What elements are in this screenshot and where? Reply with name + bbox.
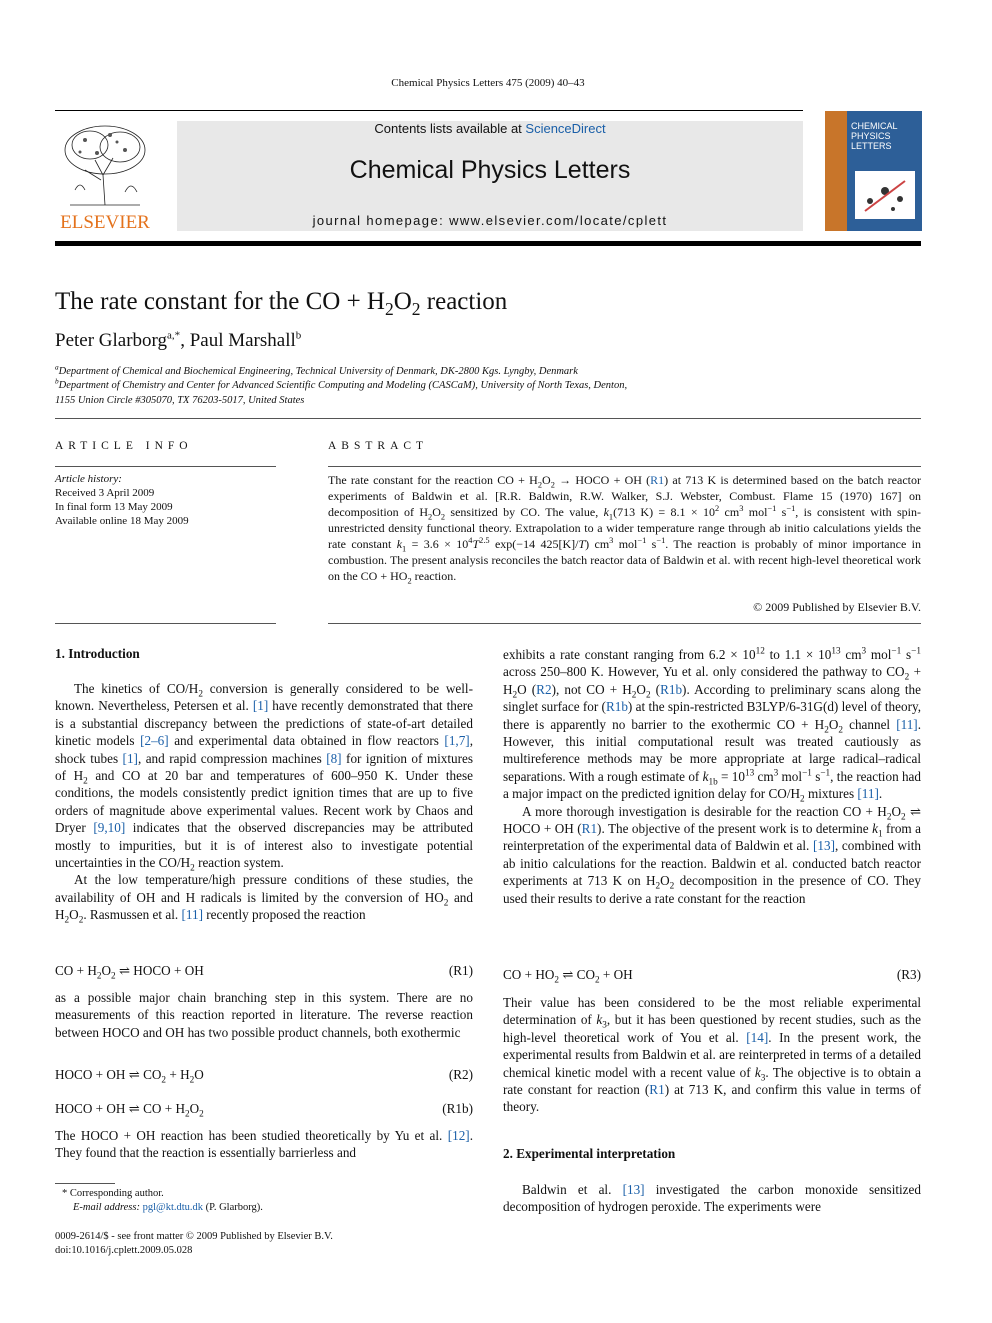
abstract-text: The rate constant for the reaction CO + $H_2O_2$ → HOCO + OH (R1) at 713 K is determined based on the batch reactor experiments of Baldwin et al. [R.R. Baldwin, R.W. Walker, S.J. Webster, Combust. Flame 15 (1970) 167] on decomposition of $H_2O_2$ sensitized by CO. The value, $k_1(713$ $K) = 8.1 \times 10^2$ $cm^3$ mol$^{-1}$ $s^{-1}$, is consistent with spin-unrestricted density functional theory. Extrapolation to a wider temperature range through ab initio calculations yields the rate constant $k_1 = 3.6 \times 10^4T^{2.5}$ exp(−14 425[K]/T) $cm^3$ mol$^{-1}$ $s^{-1}$. The reaction is probably of minor importance in combustion. The present analysis reconciles the batch reactor data of Baldwin et al. with recent high-level theoretical work on the CO + $HO_2$ reaction. [328,473,921,586]
intro-body-2: as a possible major chain branching step in this system. There are no measurements of this reaction reported in literature. The reverse reaction between HOCO and OH has two possible product channels, both exothermic [55,990,473,1040]
equation-r2: HOCO + OH ⇌ $CO_2 + H_2O$ (R2) [55,1067,473,1085]
footer-doi[interactable]: doi:10.1016/j.cplett.2009.05.028 [55,1245,193,1256]
equation-r1b: HOCO + OH ⇌ CO + $H_2O_2$ (R1b) [55,1101,473,1119]
article-history: Article history: Received 3 April 2009 In final form 13 May 2009 Available online 18 May 2009 [55,473,189,527]
affiliation-rule [55,418,921,419]
footer [55,1230,333,1258]
abstract-copyright: © 2009 Published by Elsevier B.V. [753,600,921,614]
header-thick-rule [55,241,921,246]
abstract-label: ABSTRACT [328,440,429,452]
affiliation-b: $^b$Department of Chemistry and Center for Advanced Scientific Computing and Modeling (CASCaM), University of North Texas, Denton, 1155 Union Circle #305070, TX 76203-5017, United States [55,376,628,406]
equation-r3: CO + $HO_2$ ⇌ $CO_2$ + OH (R3) [503,967,921,985]
section-heading-experimental: 2. Experimental interpretation [503,1146,676,1161]
journal-name: Chemical Physics Letters [349,156,631,184]
contents-prefix: Contents lists available at [374,121,526,136]
author-glarborg[interactable]: Peter Glarborg [55,330,168,351]
experimental-body: Baldwin et al. [13] investigated the carbon monoxide sensitized decomposition of hydrogen peroxide. The experiments were [503,1182,921,1215]
intro-body-right-2: Their value has been considered to be the most reliable experimental determination of $k_3$, but it has been questioned by recent studies, such as the high-level theoretical work of You et al. [14]. In the present work, the experimental results from Baldwin et al. are reinterpreted in terms of a detailed chemical kinetic model with a recent value of $k_3$. The objective is to obtain a rate constant for reaction (R1) at 713 K, and confirm this value in terms of theory. [503,995,921,1115]
abstract-rule [328,466,921,467]
article-title: The rate constant for the CO + $H_2O_2$ reaction [55,288,508,319]
section-heading-introduction: 1. Introduction [55,646,140,661]
intro-body: The kinetics of $CO/H_2$ conversion is generally considered to be well-known. Nevertheless, Petersen et al. [1] have recently demonstrated that there is a substantial discrepancy between the predictions of state-of-art detailed kinetic models [2–6] and experimental data obtained in flow reactors [1,7], shock tubes [1], and rapid compression machines [8] for ignition of mixtures of $H_2$ and CO at 20 bar and temperatures of 600–950 K. Under these conditions, the models consistently predict ignition times that are up to five orders of magnitude above experimental values. Recent work by Chaos and Dryer [9,10] indicates that the observed discrepancies may be attributed mostly to impurities, but it is of interest also to investigate potential uncertainties in the $CO/H_2$ reaction system. At the low temperature/high pressure conditions of these studies, the availability of OH and H radicals is limited by the conversion of $HO_2$ and $H_2O_2$. Rasmussen et al. [11] recently proposed the reaction [55,681,473,925]
email-link[interactable]: pgl@kt.dtu.dk [142,1202,204,1213]
footnote-email: E-mail address: pgl@kt.dtu.dk (P. Glarborg). [73,1202,263,1213]
journal-cover-image [825,111,922,231]
contents-line [177,121,803,136]
journal-reference: Chemical Physics Letters 475 (2009) 40–43 [391,77,585,89]
cover-title: CHEMICAL PHYSICS LETTERS [851,121,898,151]
intro-body-right: exhibits a rate constant ranging from $6.2 \times 10^{12}$ to $1.1 \times 10^{13}$ $cm^3$ mol$^{-1}$ $s^{-1}$ across 250–800 K. However, Yu et al. only considered the pathway to $CO_2 + H_2O$ (R2), not CO + $H_2O_2$ (R1b). According to preliminary scans along the singlet surface for (R1b) at the spin-restricted B3LYP/6-31G(d) level of theory, there is apparently no barrier to the exothermic CO + $H_2O_2$ channel [11]. However, this initial computational result was treated cautiously as multireference methods may be more appropriate at large radical–radical separations. With a rough estimate of $k_{1b} = 10^{13}$ $cm^3$ mol$^{-1}$ $s^{-1}$, the reaction had a major impact on the predicted ignition delay for $CO/H_2$ mixtures [11]. A more thorough investigation is desirable for the reaction CO + $H_2O_2$ ⇌ HOCO + OH (R1). The objective of the present work is to determine $k_1$ from a reinterpretation of the experimental data of Baldwin et al. [13], combined with ab initio calculations for the reaction. Baldwin et al. conducted batch reactor experiments at 713 K on $H_2O_2$ decomposition in the presence of CO. They used their results to derive a rate constant for the reaction [503,645,922,906]
cover-illustration [855,171,915,219]
sciencedirect-link[interactable]: ScienceDirect [525,121,606,136]
author-marshall[interactable]: , Paul Marshall [180,330,296,351]
info-rule [55,466,276,467]
author-list: Peter Glarborg$^{a,*}$, Paul Marshall$^b$ [55,329,302,351]
elsevier-logo [55,120,155,232]
info-bottom-rule [55,623,276,624]
footer-issn: 0009-2614/$ - see front matter © 2009 Published by Elsevier B.V. [55,1231,333,1242]
journal-homepage[interactable]: journal homepage: www.elsevier.com/locate/cplett [312,213,668,228]
abstract-bottom-rule [328,623,921,624]
equation-r1: CO + $H_2O_2$ ⇌ HOCO + OH (R1) [55,963,473,981]
header-rule [55,110,803,111]
footnote-rule [55,1183,115,1184]
article-info-label: ARTICLE INFO [55,440,193,452]
svg-text:ELSEVIER: ELSEVIER [60,212,150,232]
affiliation-a: $^a$Department of Chemical and Biochemical Engineering, Technical University of Denmark, DK-2800 Kgs. Lyngby, Denmark [55,362,578,377]
intro-body-3: The HOCO + OH reaction has been studied theoretically by Yu et al. [12]. They found that the reaction is essentially barrierless and [55,1128,473,1161]
cover-side-strip [825,111,847,231]
footnote-corresponding: * Corresponding author. [62,1188,164,1199]
